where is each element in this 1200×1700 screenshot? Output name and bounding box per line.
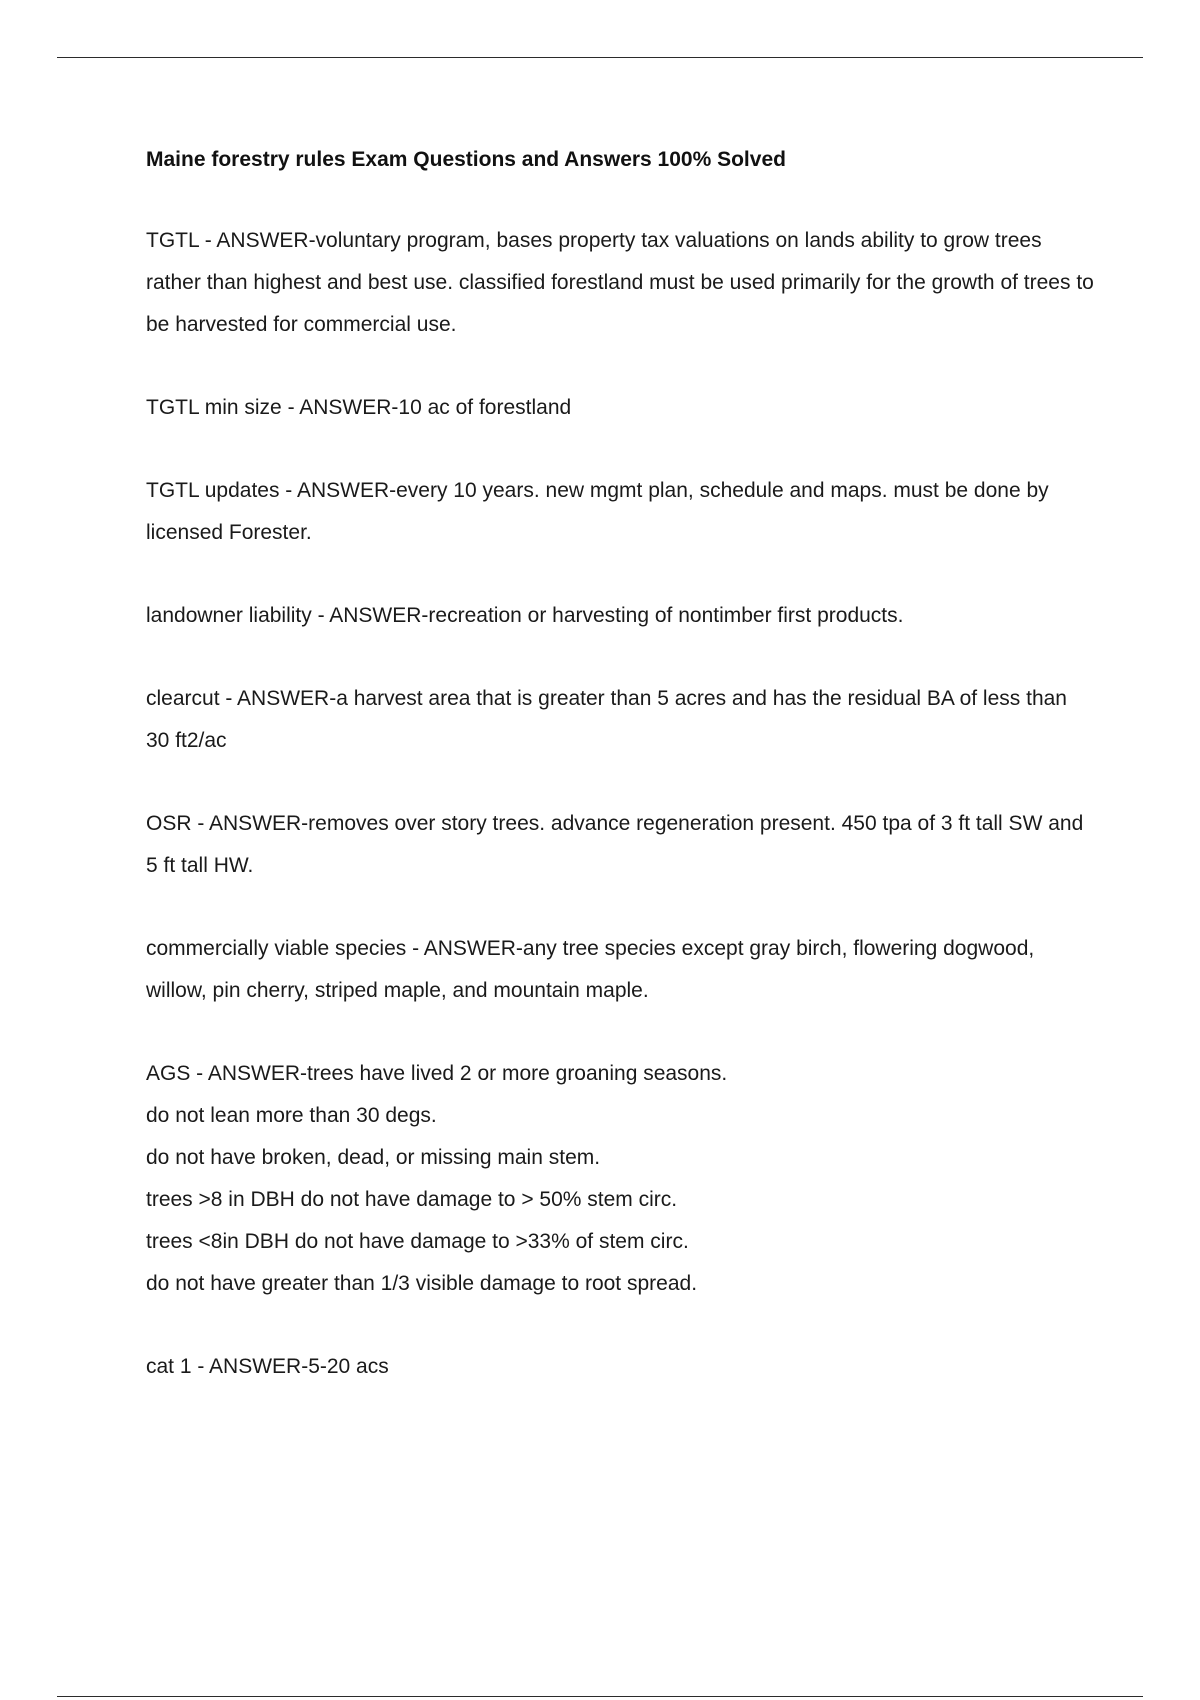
qa-entry-commercially-viable-species: commercially viable species - ANSWER-any tree species except gray birch, flowering dogwood, willow, pin cherry, striped maple, and mountain maple. (146, 937, 1035, 1002)
qa-entry-tgtl-min-size: TGTL min size - ANSWER-10 ac of forestland (146, 396, 572, 419)
qa-entry-landowner-liability: landowner liability - ANSWER-recreation or harvesting of nontimber first products. (146, 604, 904, 627)
qa-list (146, 220, 1096, 1388)
header-rule (57, 57, 1143, 58)
qa-entry-clearcut: clearcut - ANSWER-a harvest area that is greater than 5 acres and has the residual BA of less than 30 ft2/ac (146, 687, 1067, 752)
document-title: Maine forestry rules Exam Questions and Answers 100% Solved (146, 148, 786, 171)
qa-entry-tgtl-updates: TGTL updates - ANSWER-every 10 years. new mgmt plan, schedule and maps. must be done by licensed Forester. (146, 479, 1049, 544)
qa-entry-cat-1: cat 1 - ANSWER-5-20 acs (146, 1355, 389, 1378)
qa-entry-ags: AGS - ANSWER-trees have lived 2 or more groaning seasons. do not lean more than 30 degs. do not have broken, dead, or missing main stem. trees >8 in DBH do not have damage to > 50% stem circ. trees <8in DBH do not have damage to >33% of stem circ. do not have greater than 1/3 visible damage to root spread. (146, 1062, 728, 1295)
footer-rule (57, 1696, 1143, 1697)
qa-entry-osr: OSR - ANSWER-removes over story trees. advance regeneration present. 450 tpa of 3 ft tall SW and 5 ft tall HW. (146, 812, 1084, 877)
qa-entry-tgtl: TGTL - ANSWER-voluntary program, bases property tax valuations on lands ability to grow trees rather than highest and best use. classified forestland must be used primarily for the growth of trees to be harvested for commercial use. (146, 229, 1094, 336)
document-body (146, 143, 1096, 1429)
